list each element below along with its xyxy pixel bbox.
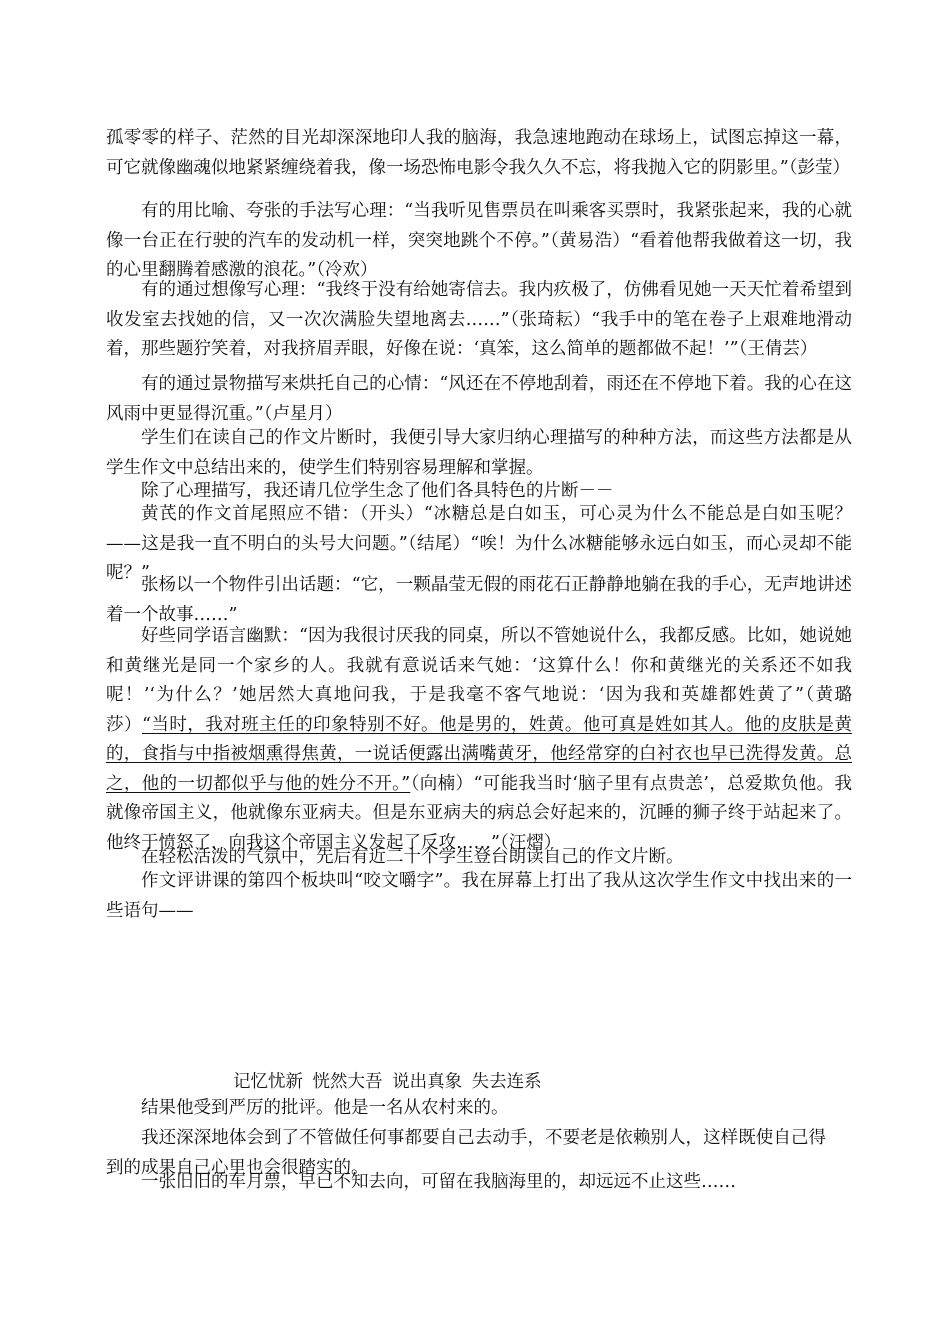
paragraph-text: （向楠）“可能我当时‘脑子里有点贵恙’，总爱欺负他。我就像帝国主义，他就像东亚病夫。但是东亚病夫的病总会好起来的，沉睡的狮子终于站起来了。他终于愤怒了，向我这个帝国主义发起了反攻……”（汪熠） [106,773,852,853]
paragraph-text: 在轻松活泼的气氛中，先后有近二十个学生登台朗读自己的作文片断。 [141,847,684,867]
paragraph-text: 有的通过想像写心理：“我终于没有给她寄信去。我内疚极了，仿佛看见她一天天忙着希望到收发室去找她的信，又一次次满脸失望地离去……”（张琦耘）“我手中的笔在卷子上艰难地滑动着，那些题狞笑着，对我挤眉弄眼，好像在说：‘真笨，这么简单的题都做不起！’”（王倩芸） [106,280,852,359]
paragraph-text: 好些同学语言幽默：“因为我很讨厌我的同桌，所以不管她说什么，我都反感。比如，她说她和黄继光是同一个家乡的人。我就有意说话来气她：‘这算什么！你和黄继光的关系还不如我呢！’‘为什么？’她居然大真地问我，于是我毫不客气地说：‘因为我和英雄都姓黄了”（黄璐莎） [106,626,852,735]
paragraph-continued [106,124,852,183]
paragraph-humor [106,622,852,858]
misspelled-word-list: 记忆忧新 恍然大吾 说出真象 失去连系 [233,1072,542,1092]
paragraph-text: 有的通过景物描写来烘托自己的心情：“风还在不停地刮着，雨还在不停地下着。我的心在这风雨中更显得沉重。”（卢星月） [106,374,852,424]
paragraph-text: 学生们在读自己的作文片断时，我便引导大家归纳心理描写的种种方法，而这些方法都是从学生作文中总结出来的，使学生们特别容易理解和掌握。 [106,428,852,478]
paragraph-summary [106,424,852,483]
example-sentence: 结果他受到严厉的批评。他是一名从农村来的。 [141,1098,509,1118]
example-sentence: 我还深深地体会到了不管做任何事都要自己去动手，不要老是依赖别人，这样既使自己得到的成果自己心里也会很踏实的。 [106,1128,826,1178]
underlined-quote: “当时，我对班主任的印象特别不好。他是男的，姓黄。他可真是姓如其人。他的皮肤是黄的，食指与中指被烟熏得焦黄，一说话便露出满嘴黄牙，他经常穿的白衬衣也早已洗得发黄。总之，他的一切都似乎与他的姓分不开。” [106,714,853,794]
paragraph-text: 作文评讲课的第四个板块叫“咬文嚼字”。我在屏幕上打出了我从这次学生作文中找出来的一些语句—— [106,871,852,921]
paragraph-text: 黄芪的作文首尾照应不错：（开头）“冰糖总是白如玉，可心灵为什么不能总是白如玉呢？——这是我一直不明白的头号大问题。”（结尾）“唉！为什么冰糖能够永远白如玉，而心灵却不能呢？” [106,504,852,583]
paragraph-fourth-section [106,867,852,926]
paragraph-metaphor [106,197,852,286]
paragraph-imagination [106,276,852,365]
paragraph-text: 张杨以一个物件引出话题：“它，一颗晶莹无假的雨花石正静静地躺在我的手心，无声地讲述着一个故事……” [106,575,852,625]
example-sentence: 一张旧旧的车月票，早已不知去向，可留在我脑海里的，却远远不止这些…… [141,1172,736,1192]
paragraph-text: 有的用比喻、夸张的手法写心理：“当我听见售票员在叫乘客买票时，我紧张起来，我的心就像一台正在行驶的汽车的发动机一样，突突地跳个不停。”（黄易浩）“看着他帮我做着这一切，我的心里翻腾着感激的浪花。”（冷欢） [106,201,852,280]
paragraph-text: 除了心理描写，我还请几位学生念了他们各具特色的片断－－ [141,481,614,501]
paragraph-scenery [106,370,852,429]
paragraph-text: 孤零零的样子、茫然的目光却深深地印人我的脑海，我急速地跑动在球场上，试图忘掉这一幕，可它就像幽魂似地紧紧缠绕着我，像一场恐怖电影令我久久不忘，将我抛入它的阴影里。”（彭莹） [106,128,852,178]
